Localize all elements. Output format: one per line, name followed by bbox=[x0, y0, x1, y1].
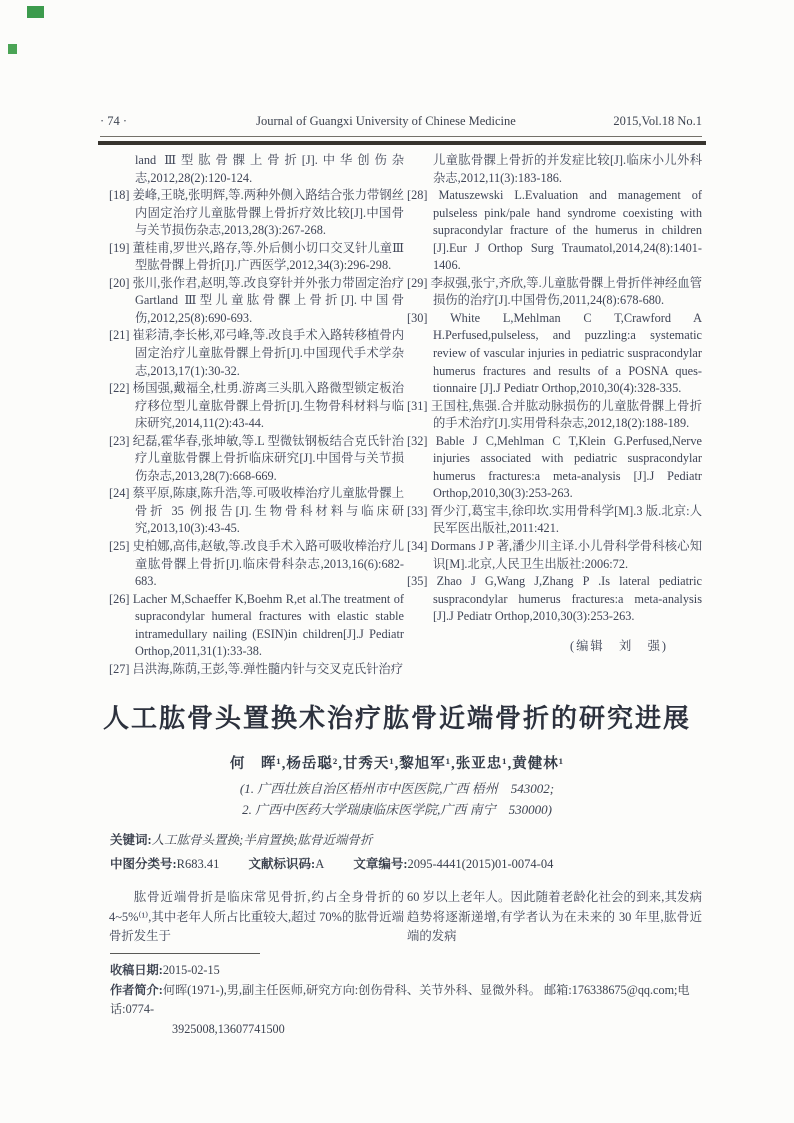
reference-item: [27] 吕洪海,陈荫,王彭,等.弹性髓内针与交叉克氏针治疗 bbox=[109, 661, 404, 676]
reference-item: [24] 蔡平原,陈康,陈升浩,等.可吸收棒治疗儿童肱骨髁上骨折 35 例报告[J].生物骨科材料与临床研究,2013,10(3):43-45. bbox=[109, 486, 404, 536]
scan-mark bbox=[27, 6, 44, 18]
clc-value: R683.41 bbox=[176, 857, 220, 871]
bio-text: 何晖(1971-),男,副主任医师,研究方向:创伤骨科、关节外科、显微外科。 邮箱:176338675@qq.com;电话:0774- bbox=[110, 982, 690, 1016]
article-meta bbox=[110, 831, 710, 879]
reference-item: land Ⅲ型肱骨髁上骨折[J].中华创伤杂志,2012,28(2):120-124. bbox=[135, 153, 404, 185]
reference-item: [34] Dormans J P 著,潘少川主译.小儿骨科学骨科核心知识[M].北京,人民卫生出版社:2006:72. bbox=[407, 539, 702, 571]
journal-header bbox=[100, 114, 702, 129]
article-authors: 何 晖¹,杨岳聪²,甘秀天¹,黎旭军¹,张亚忠¹,黄健林¹ bbox=[229, 756, 565, 772]
references-column-right bbox=[407, 152, 702, 655]
bio-label: 作者简介: bbox=[110, 982, 163, 997]
received-value: 2015-02-15 bbox=[162, 963, 220, 977]
article-title: 人工肱骨头置换术治疗肱骨近端骨折的研究进展 bbox=[102, 704, 691, 733]
footnote-rule bbox=[110, 953, 260, 954]
journal-title: Journal of Guangxi University of Chinese Medicine bbox=[256, 114, 516, 128]
footnote-block bbox=[110, 961, 725, 1039]
article-no-value: 2095-4441(2015)01-0074-04 bbox=[407, 857, 554, 871]
body-paragraph: 肱骨近端骨折是临床常见骨折,约占全身骨折的 4~5%⁽¹⁾,其中老年人所占比重较大,超过 70%的肱骨近端骨折发生于 bbox=[109, 890, 404, 943]
page-number: · 74 · bbox=[100, 114, 128, 128]
reference-item: [23] 纪磊,霍华春,张坤敏,等.L 型微钛钢板结合克氏针治疗儿童肱骨髁上骨折临床研究[J].中国骨与关节损伤杂志,2013,28(7):668-669. bbox=[109, 433, 404, 483]
journal-issue: 2015,Vol.18 No.1 bbox=[613, 114, 702, 128]
author-bio-row bbox=[110, 981, 725, 1020]
article-affiliation-2: 2. 广西中医药大学瑞康临床医学院,广西 南宁 530000) bbox=[242, 802, 552, 817]
header-rule-thin bbox=[100, 136, 702, 137]
reference-item: [31] 王国柱,焦强.合并肱动脉损伤的儿童肱骨髁上骨折的手术治疗[J].实用骨科杂志,2012,18(2):188-189. bbox=[407, 398, 702, 431]
reference-item: [26] Lacher M,Schaeffer K,Boehm R,et al.The treatment of supracondylar humeral fractures with elastic stable intramedullary nailing (ESIN)in children[J].J Pediatr Orthop,2011,31(1):33-38. bbox=[109, 591, 404, 659]
clc-label: 中图分类号: bbox=[110, 857, 177, 871]
reference-item: [33] 胥少汀,葛宝丰,徐印坎.实用骨科学[M].3 版.北京:人民军医出版社,2011:421. bbox=[407, 503, 702, 536]
reference-item: [25] 史柏娜,高伟,赵敏,等.改良手术入路可吸收棒治疗儿童肱骨髁上骨折[J].临床骨科杂志,2013,16(6):682-683. bbox=[109, 539, 404, 589]
reference-item: [35] Zhao J G,Wang J,Zhang P .Is lateral pediatric suspracondylar humerus fractures:a meta-analysis [J].J Pediatr Orthop,2010,30(3):253-263. bbox=[407, 574, 702, 624]
reference-item: [20] 张川,张作君,赵明,等.改良穿针并外张力带固定治疗Gartland Ⅲ型儿童肱骨髁上骨折[J].中国骨伤,2012,25(8):690-693. bbox=[109, 275, 404, 325]
body-column-right bbox=[407, 888, 702, 947]
doc-code-value: A bbox=[315, 857, 325, 871]
classification-row bbox=[110, 855, 710, 874]
keywords-value: 人工肱骨头置换;半肩置换;肱骨近端骨折 bbox=[151, 833, 373, 847]
keywords-row bbox=[110, 831, 710, 850]
reference-item: [18] 姜峰,王晓,张明辉,等.两种外侧入路结合张力带钢丝内固定治疗儿童肱骨髁上骨折疗效比较[J].中国骨与关节损伤杂志,2013,28(3):267-268. bbox=[109, 188, 404, 238]
article-affiliation-1: (1. 广西壮族自治区梧州市中医医院,广西 梧州 543002; bbox=[239, 781, 555, 796]
reference-item: [19] 董桂甫,罗世兴,路存,等.外后侧小切口交叉针儿童Ⅲ型肱骨髁上骨折[J].广西医学,2012,34(3):296-298. bbox=[109, 240, 404, 273]
references-column-left bbox=[109, 152, 404, 678]
reference-item: [22] 杨国强,戴福全,杜勇.游离三头肌入路微型锁定板治疗移位型儿童肱骨髁上骨折[J].生物骨科材料与临床研究,2014,11(2):43-44. bbox=[109, 381, 404, 431]
header-rule-thick bbox=[98, 141, 706, 145]
reference-item: [29] 李叔强,张宁,齐欣,等.儿童肱骨髁上骨折伴神经血管损伤的治疗[J].中国骨伤,2011,24(8):678-680. bbox=[407, 275, 702, 308]
received-label: 收稿日期: bbox=[110, 963, 163, 977]
received-date-row bbox=[110, 961, 725, 981]
author-bio-continuation: 3925008,13607741500 bbox=[172, 1021, 285, 1036]
article-no-label: 文章编号: bbox=[353, 857, 408, 871]
scan-mark bbox=[8, 44, 17, 54]
reference-item: [30] White L,Mehlman C T,Crawford A H.Perfused,pulseless, and puzzling:a systematic review of vascular injuries in pediatric suspracondylar humerus fractures and results of a POSNA ques-tionnaire [J].J Pediatr Orthop,2010,30(4):328-335. bbox=[407, 310, 702, 396]
reference-item: [32] Bable J C,Mehlman C T,Klein G.Perfused,Nerve injuries associated with pediatric suspracondylar humerus fractures:a meta-analysis [J].J Pediatr Orthop,2010,30(3):253-263. bbox=[407, 433, 702, 501]
reference-item: [28] Matuszewski L.Evaluation and management of pulseless pink/pale hand syndrome coexisting with supracondylar fracture of the humerus in children [J].Eur J Orthop Surg Traumatol,2014,24(8):1401-1406. bbox=[407, 188, 702, 273]
editor-note: (编辑 刘 强) bbox=[570, 638, 668, 653]
body-paragraph: 60 岁以上老年人。因此随着老龄化社会的到来,其发病趋势将逐渐递增,有学者认为在未来的 30 年里,肱骨近端的发病 bbox=[407, 890, 702, 943]
reference-item: 儿童肱骨髁上骨折的并发症比较[J].临床小儿外科杂志,2012,11(3):183-186. bbox=[433, 153, 702, 185]
reference-item: [21] 崔彩清,李长彬,邓弓峰,等.改良手术入路转移植骨内固定治疗儿童肱骨髁上骨折[J].中国现代手术学杂志,2013,17(1):30-32. bbox=[109, 328, 404, 378]
body-column-left bbox=[109, 888, 404, 947]
keywords-label: 关键词: bbox=[110, 833, 152, 847]
doc-code-label: 文献标识码: bbox=[248, 857, 316, 871]
